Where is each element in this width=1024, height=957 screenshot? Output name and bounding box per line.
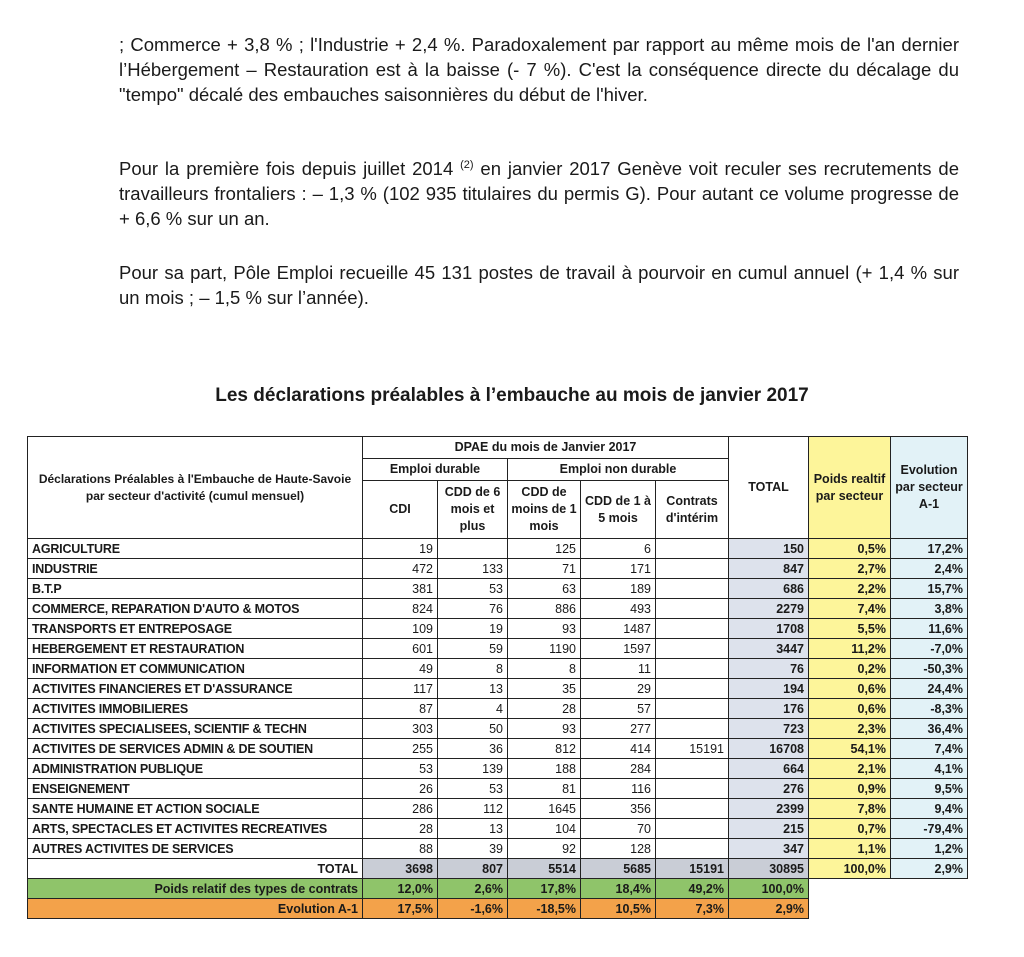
cell-evolution: 17,2% (891, 539, 968, 559)
total-total: 30895 (729, 859, 809, 879)
cell-cdd15: 128 (581, 839, 656, 859)
sector-label: ACTIVITES FINANCIERES ET D'ASSURANCE (28, 679, 363, 699)
empty-cell (809, 879, 968, 899)
cell-cdi: 286 (363, 799, 438, 819)
cell-cddm1: 93 (508, 719, 581, 739)
cell-poids: 11,2% (809, 639, 891, 659)
cell-cdi: 26 (363, 779, 438, 799)
cell-cdd6: 53 (438, 779, 508, 799)
sector-label: ACTIVITES IMMOBILIERES (28, 699, 363, 719)
cell-cdd15: 116 (581, 779, 656, 799)
cell-interim (656, 759, 729, 779)
cell-cddm1: 35 (508, 679, 581, 699)
total-cdd15: 5685 (581, 859, 656, 879)
header-emploi-durable: Emploi durable (363, 459, 508, 481)
evolution-cdi: 17,5% (363, 899, 438, 919)
cell-cdd15: 70 (581, 819, 656, 839)
cell-cdd15: 171 (581, 559, 656, 579)
cell-evolution: 9,5% (891, 779, 968, 799)
cell-evolution: -8,3% (891, 699, 968, 719)
cell-cdi: 601 (363, 639, 438, 659)
cell-cdd15: 493 (581, 599, 656, 619)
cell-total: 686 (729, 579, 809, 599)
sector-label: ACTIVITES DE SERVICES ADMIN & DE SOUTIEN (28, 739, 363, 759)
cell-cdi: 109 (363, 619, 438, 639)
cell-interim (656, 559, 729, 579)
cell-poids: 0,2% (809, 659, 891, 679)
total-cdd6: 807 (438, 859, 508, 879)
sector-label: ENSEIGNEMENT (28, 779, 363, 799)
poids-interim: 49,2% (656, 879, 729, 899)
cell-evolution: 7,4% (891, 739, 968, 759)
cell-cdi: 255 (363, 739, 438, 759)
cell-poids: 54,1% (809, 739, 891, 759)
table-row (28, 619, 968, 639)
poids-cdd6: 2,6% (438, 879, 508, 899)
total-cddm1: 5514 (508, 859, 581, 879)
poids-contrats-row (28, 879, 968, 899)
cell-total: 16708 (729, 739, 809, 759)
cell-poids: 1,1% (809, 839, 891, 859)
cell-cddm1: 886 (508, 599, 581, 619)
cell-cdi: 88 (363, 839, 438, 859)
cell-total: 847 (729, 559, 809, 579)
sector-label: SANTE HUMAINE ET ACTION SOCIALE (28, 799, 363, 819)
cell-cddm1: 1645 (508, 799, 581, 819)
header-cdd-1-5-mois: CDD de 1 à 5 mois (581, 481, 656, 539)
cell-interim (656, 679, 729, 699)
cell-cdd6: 19 (438, 619, 508, 639)
cell-evolution: 36,4% (891, 719, 968, 739)
table-title: Les déclarations préalables à l’embauche au mois de janvier 2017 (215, 385, 809, 406)
cell-cddm1: 28 (508, 699, 581, 719)
cell-cddm1: 188 (508, 759, 581, 779)
cell-total: 2399 (729, 799, 809, 819)
cell-total: 3447 (729, 639, 809, 659)
header-poids: Poids realtif par secteur (809, 437, 891, 539)
table-row (28, 739, 968, 759)
header-cdi: CDI (363, 481, 438, 539)
cell-poids: 2,3% (809, 719, 891, 739)
paragraph-frontaliers (119, 156, 959, 231)
total-cdi: 3698 (363, 859, 438, 879)
cell-evolution: 11,6% (891, 619, 968, 639)
sector-label: INDUSTRIE (28, 559, 363, 579)
cell-cddm1: 63 (508, 579, 581, 599)
poids-total: 100,0% (729, 879, 809, 899)
cell-interim (656, 839, 729, 859)
cell-cdd15: 277 (581, 719, 656, 739)
header-total: TOTAL (729, 437, 809, 539)
cell-total: 176 (729, 699, 809, 719)
cell-evolution: 15,7% (891, 579, 968, 599)
cell-cdd6: 50 (438, 719, 508, 739)
cell-poids: 0,9% (809, 779, 891, 799)
cell-cdd15: 356 (581, 799, 656, 819)
cell-cdd6: 139 (438, 759, 508, 779)
cell-cdi: 87 (363, 699, 438, 719)
cell-poids: 7,8% (809, 799, 891, 819)
cell-evolution: 24,4% (891, 679, 968, 699)
cell-poids: 7,4% (809, 599, 891, 619)
total-label: TOTAL (28, 859, 363, 879)
cell-cdd6: 59 (438, 639, 508, 659)
cell-interim (656, 819, 729, 839)
header-cdd-6-mois: CDD de 6 mois et plus (438, 481, 508, 539)
cell-cddm1: 81 (508, 779, 581, 799)
cell-evolution: -7,0% (891, 639, 968, 659)
cell-evolution: 2,4% (891, 559, 968, 579)
evolution-cddm1: -18,5% (508, 899, 581, 919)
cell-cdd15: 1597 (581, 639, 656, 659)
cell-cdd15: 11 (581, 659, 656, 679)
table-row (28, 639, 968, 659)
evolution-cdd6: -1,6% (438, 899, 508, 919)
cell-cddm1: 125 (508, 539, 581, 559)
cell-cdi: 117 (363, 679, 438, 699)
header-row-label: Déclarations Préalables à l'Embauche de Haute-Savoie par secteur d'activité (cumul mensuel) (28, 437, 363, 539)
total-poids: 100,0% (809, 859, 891, 879)
cell-cdd6: 76 (438, 599, 508, 619)
cell-interim (656, 619, 729, 639)
cell-cdd15: 6 (581, 539, 656, 559)
table-row (28, 559, 968, 579)
cell-total: 215 (729, 819, 809, 839)
sector-label: AUTRES ACTIVITES DE SERVICES (28, 839, 363, 859)
cell-total: 347 (729, 839, 809, 859)
cell-interim: 15191 (656, 739, 729, 759)
sector-label: B.T.P (28, 579, 363, 599)
cell-poids: 5,5% (809, 619, 891, 639)
sector-label: TRANSPORTS ET ENTREPOSAGE (28, 619, 363, 639)
cell-interim (656, 639, 729, 659)
empty-cell (809, 899, 968, 919)
cell-evolution: 9,4% (891, 799, 968, 819)
cell-interim (656, 699, 729, 719)
cell-total: 664 (729, 759, 809, 779)
cell-cdd15: 414 (581, 739, 656, 759)
cell-cdd6: 39 (438, 839, 508, 859)
cell-cdd6: 36 (438, 739, 508, 759)
table-row (28, 759, 968, 779)
cell-cdd6: 133 (438, 559, 508, 579)
table-row (28, 679, 968, 699)
cell-total: 194 (729, 679, 809, 699)
sector-label: ARTS, SPECTACLES ET ACTIVITES RECREATIVES (28, 819, 363, 839)
cell-cdd15: 189 (581, 579, 656, 599)
cell-cdd6: 53 (438, 579, 508, 599)
table-row (28, 799, 968, 819)
header-dpae-group: DPAE du mois de Janvier 2017 (363, 437, 729, 459)
cell-cdd6: 13 (438, 819, 508, 839)
evolution-interim: 7,3% (656, 899, 729, 919)
table-row (28, 659, 968, 679)
cell-cdd6: 4 (438, 699, 508, 719)
cell-cddm1: 93 (508, 619, 581, 639)
cell-interim (656, 779, 729, 799)
paragraph-pole-emploi: Pour sa part, Pôle Emploi recueille 45 131 postes de travail à pourvoir en cumul annuel (+ 1,4 % sur un mois ; – 1,5 % sur l’année). (119, 262, 959, 308)
cell-cdi: 472 (363, 559, 438, 579)
header-emploi-non-durable: Emploi non durable (508, 459, 729, 481)
dpae-table (27, 436, 968, 919)
cell-interim (656, 799, 729, 819)
cell-cdd15: 29 (581, 679, 656, 699)
sector-label: INFORMATION ET COMMUNICATION (28, 659, 363, 679)
cell-evolution: 3,8% (891, 599, 968, 619)
cell-interim (656, 719, 729, 739)
sector-label: ACTIVITES SPECIALISEES, SCIENTIF & TECHN (28, 719, 363, 739)
cell-poids: 0,6% (809, 679, 891, 699)
poids-contrats-label: Poids relatif des types de contrats (28, 879, 363, 899)
cell-cddm1: 812 (508, 739, 581, 759)
table-row (28, 839, 968, 859)
cell-cdd15: 1487 (581, 619, 656, 639)
cell-poids: 0,6% (809, 699, 891, 719)
evolution-cdd15: 10,5% (581, 899, 656, 919)
cell-total: 1708 (729, 619, 809, 639)
cell-cdi: 381 (363, 579, 438, 599)
cell-cdd6: 8 (438, 659, 508, 679)
cell-evolution: -50,3% (891, 659, 968, 679)
cell-cdi: 824 (363, 599, 438, 619)
evolution-total: 2,9% (729, 899, 809, 919)
cell-cdd15: 284 (581, 759, 656, 779)
cell-cddm1: 8 (508, 659, 581, 679)
cell-evolution: -79,4% (891, 819, 968, 839)
footnote-ref: (2) (460, 159, 474, 171)
cell-evolution: 1,2% (891, 839, 968, 859)
total-row (28, 859, 968, 879)
cell-poids: 2,7% (809, 559, 891, 579)
table-row (28, 819, 968, 839)
cell-evolution: 4,1% (891, 759, 968, 779)
evolution-contrats-row (28, 899, 968, 919)
evolution-contrats-label: Evolution A-1 (28, 899, 363, 919)
cell-total: 723 (729, 719, 809, 739)
cell-poids: 2,1% (809, 759, 891, 779)
sector-label: HEBERGEMENT ET RESTAURATION (28, 639, 363, 659)
total-evolution: 2,9% (891, 859, 968, 879)
table-row (28, 699, 968, 719)
paragraph-frontaliers-end: en janvier 2017 Genève voit reculer ses recrutements de travailleurs frontaliers : – 1,3 % (102 935 titulaires du permis G). Pour autant ce volume progresse de + 6,6 % sur un an. (119, 158, 959, 229)
table-row (28, 599, 968, 619)
cell-cddm1: 92 (508, 839, 581, 859)
cell-interim (656, 539, 729, 559)
sector-label: AGRICULTURE (28, 539, 363, 559)
cell-cdd6: 112 (438, 799, 508, 819)
cell-cddm1: 1190 (508, 639, 581, 659)
poids-cddm1: 17,8% (508, 879, 581, 899)
cell-poids: 0,7% (809, 819, 891, 839)
table-row (28, 779, 968, 799)
sector-label: ADMINISTRATION PUBLIQUE (28, 759, 363, 779)
header-evolution: Evolution par secteur A-1 (891, 437, 968, 539)
cell-cdi: 53 (363, 759, 438, 779)
poids-cdd15: 18,4% (581, 879, 656, 899)
paragraph-commerce: ; Commerce + 3,8 % ; l'Industrie + 2,4 %. Paradoxalement par rapport au même mois de l'an dernier l’Hébergement – Restauration est à la baisse (- 7 %). C'est la conséquence directe du décalage du "tempo" décalé des embauches saisonnières du début de l'hiver. (119, 34, 959, 105)
cell-interim (656, 599, 729, 619)
paragraph-frontaliers-start: Pour la première fois depuis juillet 2014 (119, 158, 461, 179)
cell-cddm1: 71 (508, 559, 581, 579)
cell-total: 2279 (729, 599, 809, 619)
cell-interim (656, 579, 729, 599)
header-interim: Contrats d'intérim (656, 481, 729, 539)
cell-cdi: 28 (363, 819, 438, 839)
cell-total: 150 (729, 539, 809, 559)
cell-cdi: 303 (363, 719, 438, 739)
cell-cdd6: 13 (438, 679, 508, 699)
cell-cdi: 19 (363, 539, 438, 559)
table-row (28, 719, 968, 739)
cell-cddm1: 104 (508, 819, 581, 839)
poids-cdi: 12,0% (363, 879, 438, 899)
cell-cdd6 (438, 539, 508, 559)
table-row (28, 539, 968, 559)
cell-cdd15: 57 (581, 699, 656, 719)
cell-total: 76 (729, 659, 809, 679)
cell-poids: 2,2% (809, 579, 891, 599)
header-cdd-moins-1-mois: CDD de moins de 1 mois (508, 481, 581, 539)
cell-poids: 0,5% (809, 539, 891, 559)
sector-label: COMMERCE, REPARATION D'AUTO & MOTOS (28, 599, 363, 619)
total-interim: 15191 (656, 859, 729, 879)
cell-total: 276 (729, 779, 809, 799)
table-row (28, 579, 968, 599)
cell-interim (656, 659, 729, 679)
cell-cdi: 49 (363, 659, 438, 679)
